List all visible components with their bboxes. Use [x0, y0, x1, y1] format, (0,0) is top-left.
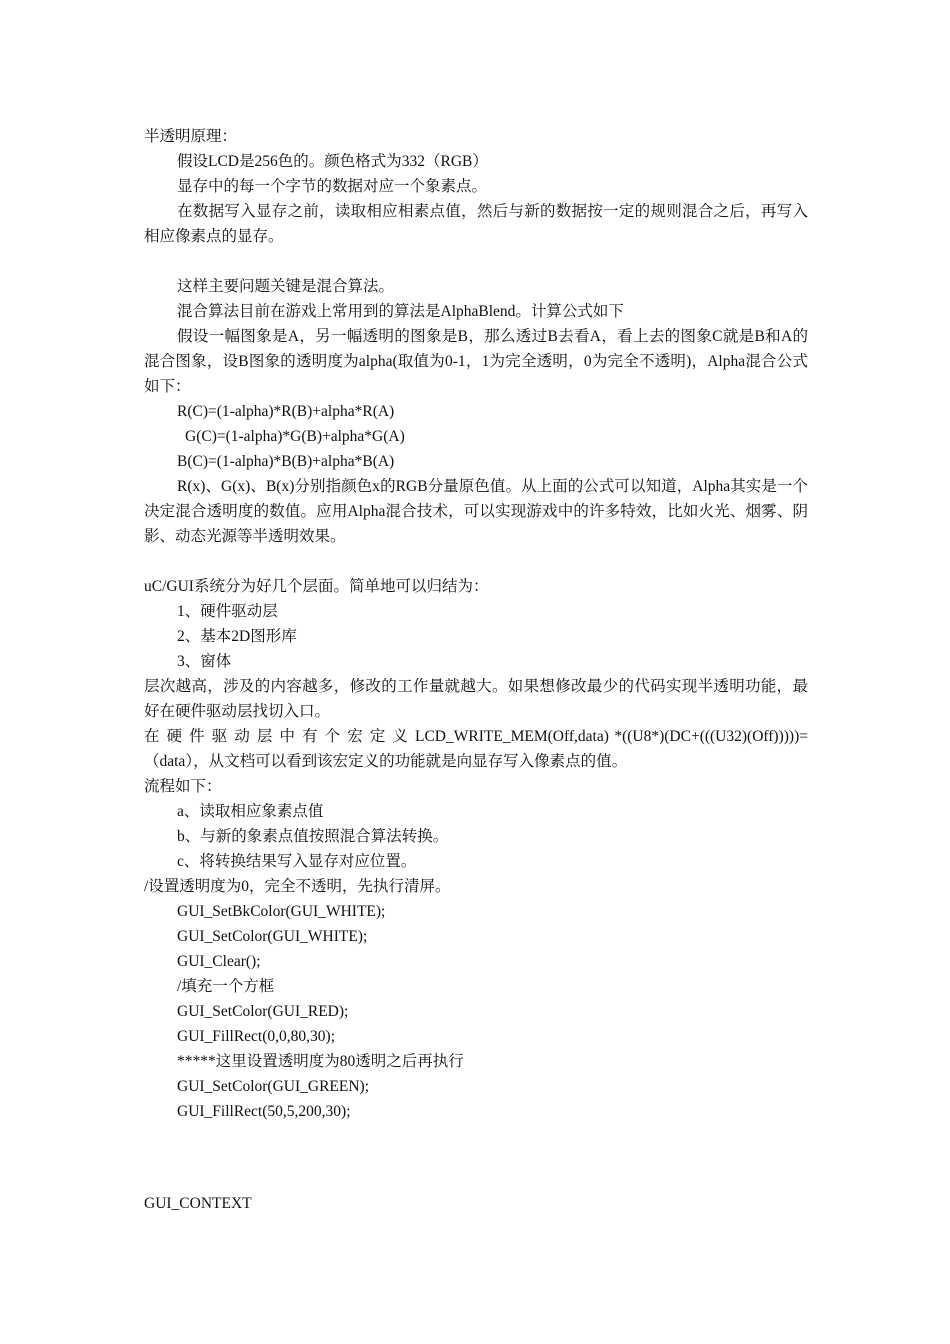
footer-term: GUI_CONTEXT: [144, 1195, 252, 1212]
section-title: 半透明原理：: [144, 128, 238, 145]
code-line: GUI_SetColor(GUI_GREEN);: [177, 1078, 370, 1095]
flow-step: b、与新的象素点值按照混合算法转换。: [177, 828, 449, 845]
ucgui-paragraph-2: 在 硬 件 驱 动 层 中 有 个 宏 定 义 LCD_WRITE_MEM(Off,data) *((U8*)(DC+(((U32)(Off)))))=（data），从文档可以看到该宏定义的功能就是向显存写入像素点的值。: [144, 728, 808, 770]
code-line: GUI_SetColor(GUI_RED);: [177, 1003, 349, 1020]
flow-step: c、将转换结果写入显存对应位置。: [177, 853, 417, 870]
spacer: [144, 249, 808, 274]
formula-r: R(C)=(1-alpha)*R(B)+alpha*R(A): [177, 403, 395, 420]
flow-heading: 流程如下：: [144, 778, 222, 795]
alpha-paragraph-2: 混合算法目前在游戏上常用到的算法是AlphaBlend。计算公式如下: [177, 303, 624, 320]
code-line: GUI_SetBkColor(GUI_WHITE);: [177, 903, 386, 920]
flow-step: a、读取相应象素点值: [177, 803, 324, 820]
layer-item: 1、硬件驱动层: [177, 603, 278, 620]
code-line: /填充一个方框: [177, 978, 275, 995]
code-line: *****这里设置透明度为80透明之后再执行: [177, 1053, 464, 1070]
code-line: GUI_Clear();: [177, 953, 261, 970]
alpha-paragraph-3: 假设一幅图象是A，另一幅透明的图象是B，那么透过B去看A，看上去的图象C就是B和A的混合图象，设B图象的透明度为alpha(取值为0-1，1为完全透明，0为完全不透明)，Alpha混合公式如下：: [144, 328, 808, 395]
spacer: [144, 549, 808, 574]
alpha-paragraph-4: R(x)、G(x)、B(x)分别指颜色x的RGB分量原色值。从上面的公式可以知道，Alpha其实是一个决定混合透明度的数值。应用Alpha混合技术，可以实现游戏中的许多特效，比如火光、烟雾、阴影、动态光源等半透明效果。: [144, 478, 808, 545]
layer-item: 2、基本2D图形库: [177, 628, 297, 645]
code-line: GUI_FillRect(50,5,200,30);: [177, 1103, 351, 1120]
alpha-paragraph-1: 这样主要问题关键是混合算法。: [177, 278, 395, 295]
code-line: GUI_SetColor(GUI_WHITE);: [177, 928, 368, 945]
spacer: [144, 1149, 808, 1191]
formula-g: G(C)=(1-alpha)*G(B)+alpha*G(A): [185, 428, 405, 445]
document-body: [144, 124, 808, 1216]
ucgui-paragraph-1: 层次越高，涉及的内容越多，修改的工作量就越大。如果想修改最少的代码实现半透明功能，最好在硬件驱动层找切入口。: [144, 678, 808, 720]
spacer: [144, 1124, 808, 1149]
intro-paragraph-3: 在数据写入显存之前，读取相应相素点值，然后与新的数据按一定的规则混合之后，再写入相应像素点的显存。: [144, 203, 808, 245]
code-line: GUI_FillRect(0,0,80,30);: [177, 1028, 335, 1045]
ucgui-heading: uC/GUI系统分为好几个层面。简单地可以归结为：: [144, 578, 489, 595]
code-comment: /设置透明度为0，完全不透明，先执行清屏。: [144, 878, 451, 895]
formula-b: B(C)=(1-alpha)*B(B)+alpha*B(A): [177, 453, 395, 470]
intro-line-1: 假设LCD是256色的。颜色格式为332（RGB）: [177, 153, 488, 170]
intro-line-2: 显存中的每一个字节的数据对应一个象素点。: [177, 178, 488, 195]
layer-item: 3、窗体: [177, 653, 232, 670]
